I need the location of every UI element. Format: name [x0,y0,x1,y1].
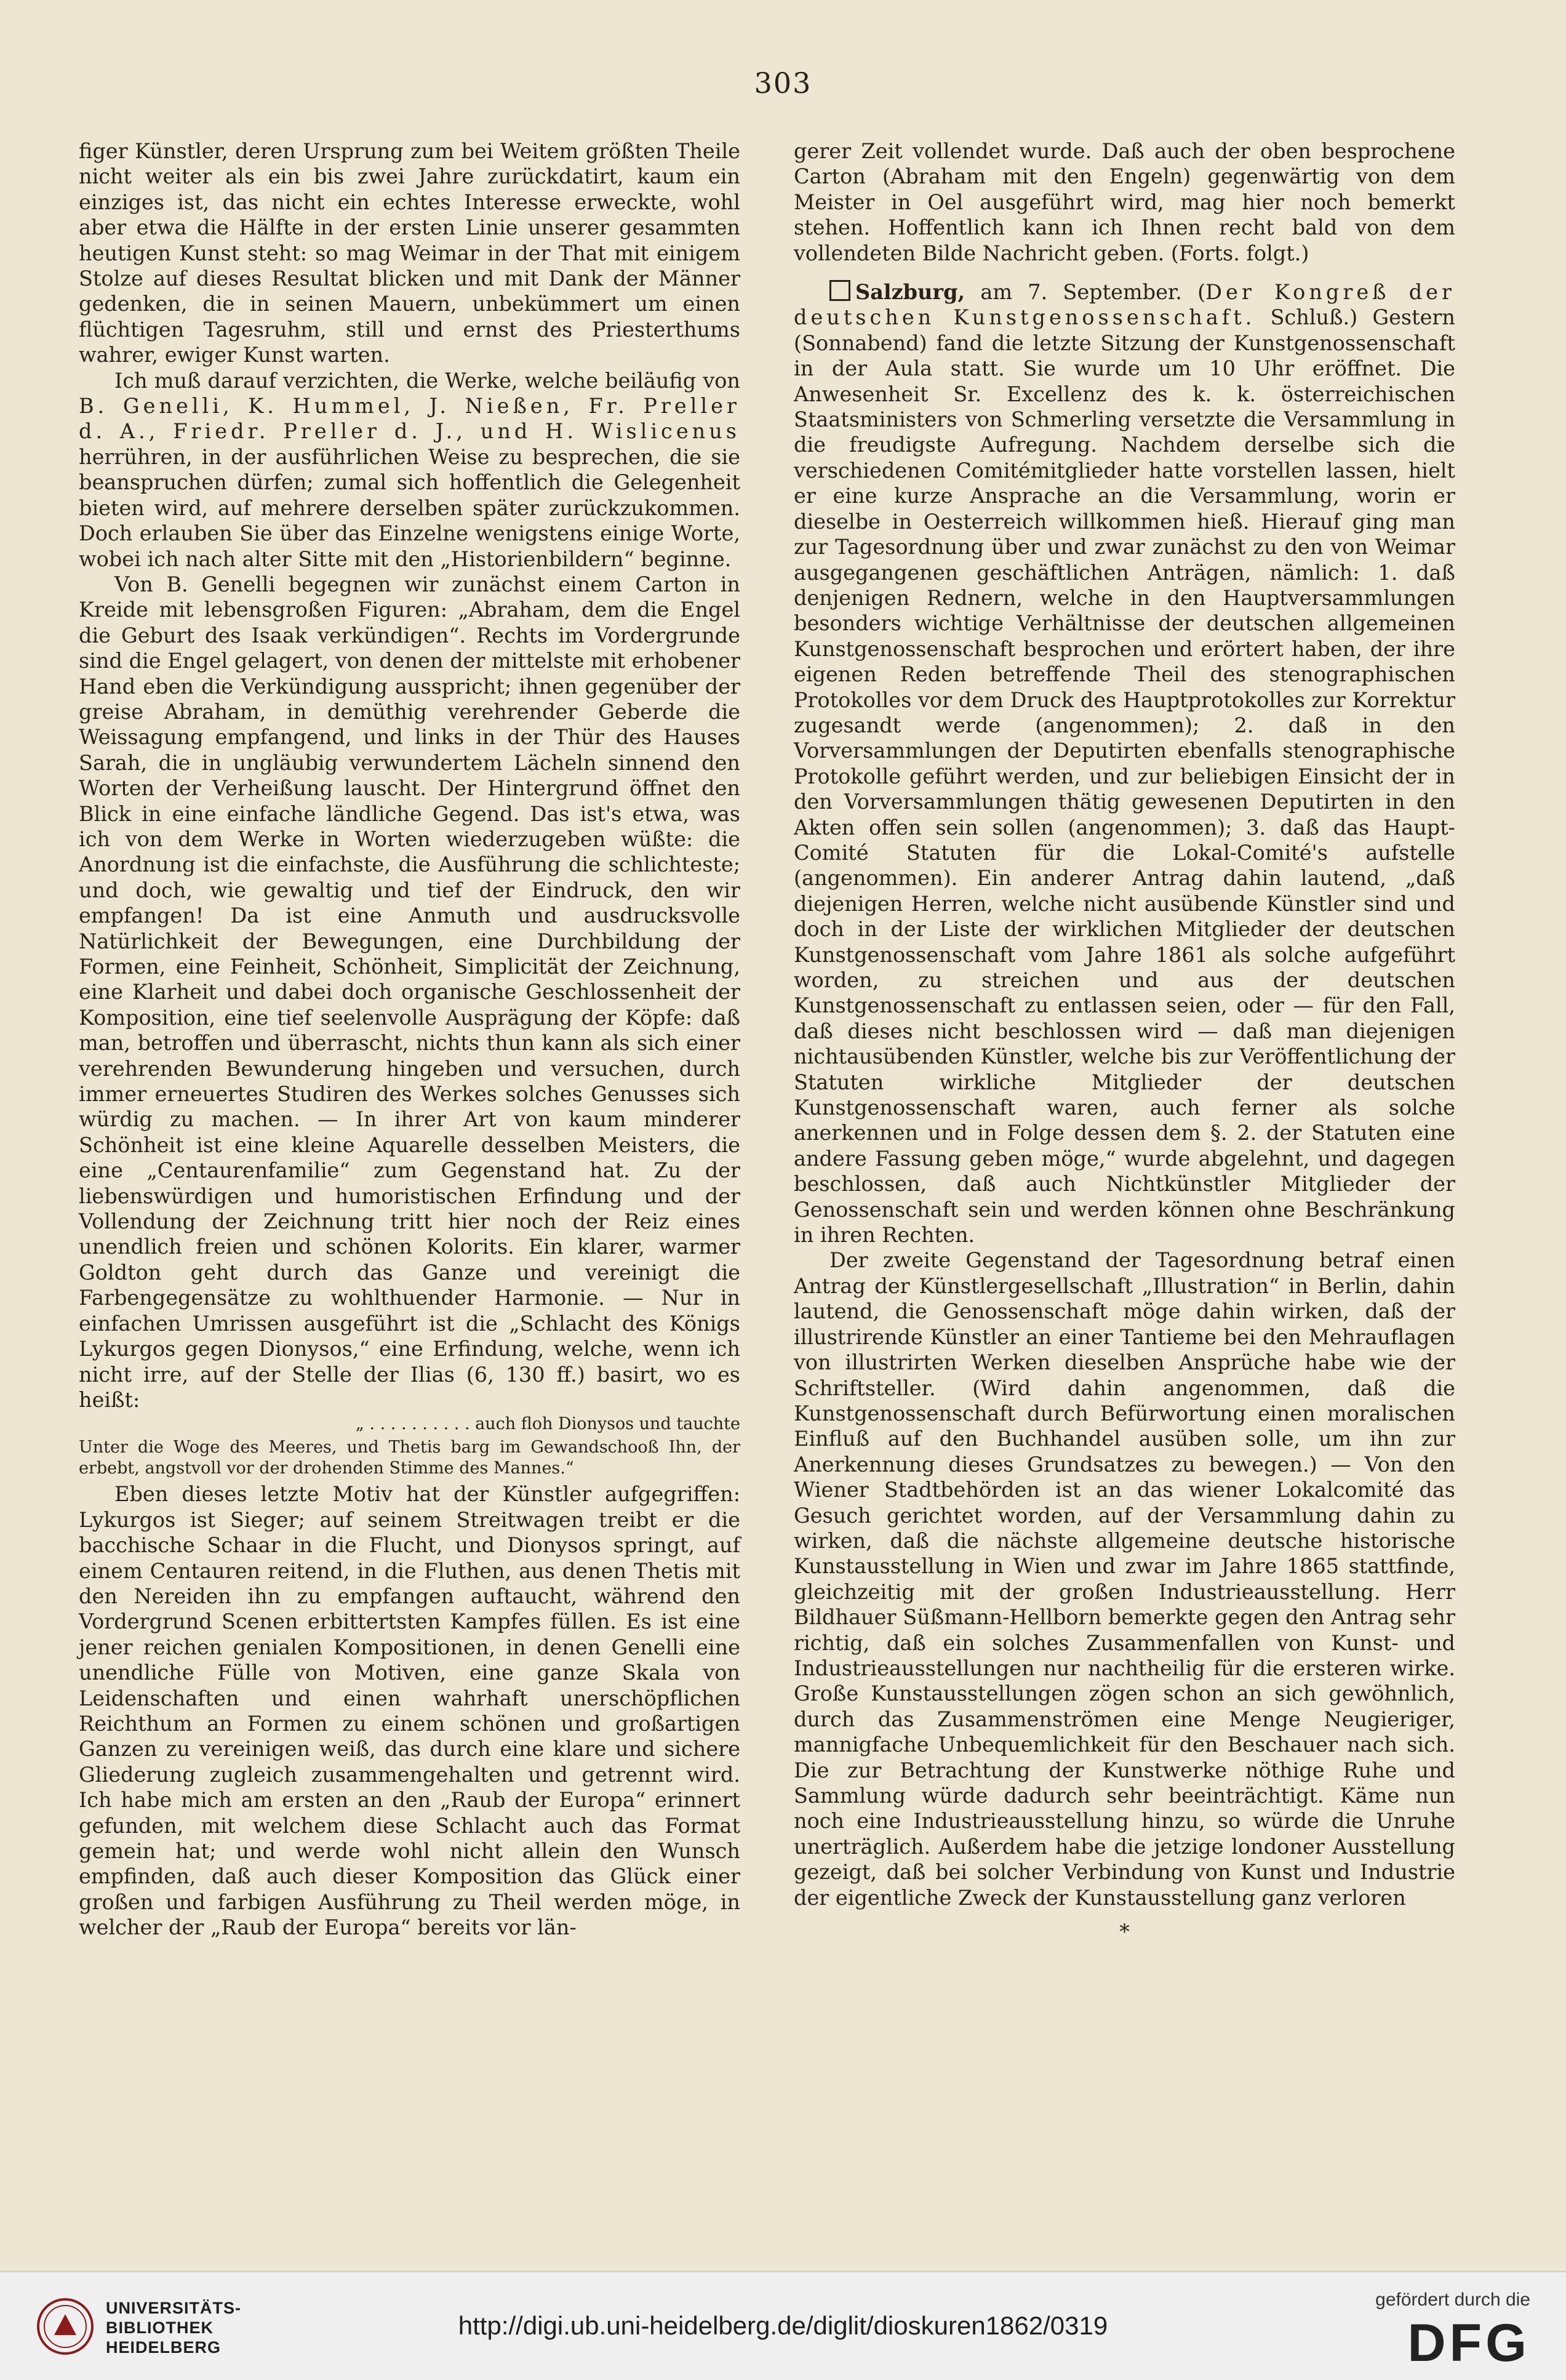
quote-line: „ . . . . . . . . . . auch floh Dionysos und tauchte [355,1414,740,1434]
quote-line: Unter die Woge des Meeres, und Thetis barg im Gewandschooß Ihn, der erbebt, angstvoll vor der drohenden Stimme des Mannes.“ [79,1438,740,1478]
dfg-logo: DFG [1407,2314,1530,2373]
dateline-place: Salzburg, [855,280,965,305]
paragraph [794,279,1455,1248]
text-run: herrühren, in der ausführlichen Weise zu besprechen, die sie beanspruchen dürfen; zumal sich hoffentlich die Gelegenheit bieten wird, auf mehrere derselben später zurückzukommen. Doch erlauben Sie über das Einzelne wenigstens einige Worte, wobei ich nach alter Sitte mit den „Historienbildern“ beginne. [79,444,740,571]
source-url-link[interactable]: http://digi.ub.uni-heidelberg.de/diglit/dioskuren1862/0319 [458,2311,1108,2340]
box-marker-icon [829,280,850,301]
footnote-star: * [1119,1920,1130,1944]
university-name-line: HEIDELBERG [106,2338,222,2357]
right-column [794,138,1455,1944]
footer-bar [0,2271,1566,2380]
university-name-line: BIBLIOTHEK [106,2318,214,2337]
dateline-date: am 7. September. ( [965,280,1206,305]
artist-names: B. Genelli, K. Hummel, J. Nießen, Fr. Preller d. A., Friedr. Preller d. J., und H. Wislicenus [79,394,740,444]
text-run: Schluß.) Gestern (Sonnabend) fand die letzte Sitzung der Kunstgenossenschaft in der Aula statt. Sie wurde um 10 Uhr eröffnet. Die Anwesenheit Sr. Excellenz des k. k. österreichischen Staatsministers von Schmerling versetzte die Versammlung in die freudigste Aufregung. Nachdem derselbe sich die verschiedenen Comitémitglieder hatte vorstellen lassen, hielt er eine kurze Ansprache an die Versammlung, worin er dieselbe in Oesterreich willkommen hieß. Hierauf ging man zur Tagesordnung über und zwar zunächst zu den von Weimar ausgegangenen geschäftlichen Anträgen, nämlich: 1. daß denjenigen Rednern, welche in den Hauptversammlungen besonders wichtige Verhältnisse der deutschen allgemeinen Kunstgenossenschaft besprochen und erörtert haben, der ihre eigenen Reden betreffende Theil des stenographischen Protokolles vor dem Druck des Hauptprotokolles zur Korrektur zugesandt werde (angenommen); 2. daß in den Vorversammlungen der Deputirten ebenfalls stenographische Protokolle geführt werden, und zur beliebigen Einsicht der in den Vorversammlungen thätig gewesenen Deputirten in den Akten offen sein sollen (angenommen); 3. daß das Haupt-Comité Statuten für die Lokal-Comité's aufstelle (angenommen). Ein anderer Antrag dahin lautend, „daß diejenigen Herren, welche nicht ausübende Künstler sind und doch in der Liste der wirklichen Mitglieder der deutschen Kunstgenossenschaft vom Jahre 1861 als solche aufgeführt worden, zu streichen und aus der deutschen Kunstgenossenschaft zu entlassen seien, oder — für den Fall, daß dieses nicht beschlossen wird — daß man diejenigen nichtausübenden Künstler, welche bis zur Veröffentlichung der Statuten wirkliche Mitglieder der deutschen Kunstgenossenschaft waren, auch ferner als solche anerkennen und in Folge dessen dem §. 2. der Statuten eine andere Fassung geben möge,“ wurde abgelehnt, und dagegen beschlossen, daß auch Nichtkünstler Mitglieder der Genossenschaft sein und werden können ohne Beschränkung in ihren Rechten. [794,305,1456,1248]
paragraph: Eben dieses letzte Motiv hat der Künstler aufgegriffen: Lykurgos ist Sieger; auf seinem Streitwagen treibt er die bacchische Schaar in die Flucht, und Dionysos springt, auf einem Centauren reitend, in die Fluthen, aus denen Thetis mit den Nereiden ihn zu empfangen auftaucht, während den Vordergrund Scenen erbittertsten Kampfes füllen. Es ist eine jener reichen genialen Kompositionen, in denen Genelli eine unendliche Fülle von Motiven, eine ganze Skala von Leidenschaften und einen wahrhaft unerschöpflichen Reichthum an Formen zu einem schönen und großartigen Ganzen zu vereinigen weiß, das durch eine klare und sichere Gliederung zugleich zusammengehalten und getrennt wird. Ich habe mich am ersten an den „Raub der Europa“ erinnert gefunden, mit welchem diese Schlacht auch das Format gemein hat; und werde wohl nicht allein den Wunsch empfinden, daß auch dieser Komposition das Glück einer großen und farbigen Ausführung zu Theil werden möge, in welcher der „Raub der Europa“ bereits vor län- [79,1482,740,1940]
paragraph: gerer Zeit vollendet wurde. Daß auch der oben besprochene Carton (Abraham mit den Engeln) gegenwärtig von dem Meister in Oel ausgeführt wird, mag hier noch bemerkt stehen. Hoffentlich kann ich Ihnen recht bald von dem vollendeten Bilde Nachricht geben. (Forts. folgt.) [794,139,1455,265]
page-number: 303 [754,66,812,100]
paragraph: Von B. Genelli begegnen wir zunächst einem Carton in Kreide mit lebensgroßen Figuren: „Abraham, dem die Engel die Geburt des Isaak verkündigen“. Rechts im Vordergrunde sind die Engel gelagert, von denen der mittelste mit erhobener Hand eben die Verkündigung ausspricht; ihnen gegenüber der greise Abraham, in demüthig verehrender Geberde die Weissagung empfangend, und links in der Thür des Hauses Sarah, die in ungläubig verwundertem Lächeln sinnend den Worten der Verheißung lauscht. Der Hintergrund öffnet den Blick in eine einfache ländliche Gegend. Das ist's etwa, was ich von dem Werke in Worten wiederzugeben wüßte: die Anordnung ist die einfachste, die Ausführung die schlichteste; und doch, wie gewaltig und tief der Eindruck, den wir empfangen! Da ist eine Anmuth und ausdrucksvolle Natürlichkeit der Bewegungen, eine Durchbildung der Formen, eine Feinheit, Schönheit, Simplicität der Zeichnung, eine Klarheit und dabei doch organische Geschlossenheit der Komposition, eine tief seelenvolle Ausprägung der Köpfe: daß man, betroffen und überrascht, nichts thun kann als sich einer verehrenden Bewunderung hingeben und versuchen, durch immer erneuertes Studiren des Werkes solches Genusses sich würdig zu machen. — In ihrer Art von kaum minderer Schönheit ist eine kleine Aquarelle desselben Meisters, die eine „Centaurenfamilie“ zum Gegenstand hat. Zu der liebenswürdigen und humoristischen Erfindung und der Vollendung der Zeichnung tritt hier noch der Reiz eines unendlich freien und schönen Kolorits. Ein klarer, warmer Goldton geht durch das Ganze und vereinigt die Farbengegensätze zu wohlthuender Harmonie. — Nur in einfachen Umrissen ausgeführt ist die „Schlacht des Königs Lykurgos gegen Dionysos,“ eine Erfindung, welche, wenn ich nicht irre, auf der Stelle der Ilias (6, 130 ff.) basirt, wo es heißt: [79,572,740,1412]
paragraph [79,368,740,572]
paragraph: figer Künstler, deren Ursprung zum bei Weitem größten Theile nicht weiter als ein bis zwei Jahre zurückdatirt, kaum ein einziges ist, das nicht ein echtes Interesse erweckte, wohl aber etwa die Hälfte in der ersten Linie unserer gesammten heutigen Kunst steht: so mag Weimar in der That mit einigem Stolze auf dieses Resultat blicken und mit Dank der Männer gedenken, die in seinen Mauern, unbekümmert um einen flüchtigen Tagesruhm, still und ernst des Priesterthums wahrer, ewiger Kunst warten. [79,139,740,367]
funded-by-text: gefördert durch die [1375,2290,1530,2310]
text-run: Ich muß darauf verzichten, die Werke, welche beiläufig von [114,368,740,393]
paragraph: Der zweite Gegenstand der Tagesordnung betraf einen Antrag der Künstlergesellschaft „Illustration“ in Berlin, dahin lautend, die Genossenschaft möge dahin wirken, daß der illustrirende Künstler an einer Tantieme bei den Mehrauflagen von illustrirten Werken dieselben Ansprüche habe wie der Schriftsteller. (Wird dahin angenommen, daß die Kunstgenossenschaft durch Befürwortung einen moralischen Einfluß auf den Buchhandel ausüben solle, um ihn zur Anerkennung dieses Grundsatzes zu bewegen.) — Von den Wiener Stadtbehörden ist an das wiener Lokalcomité das Gesuch gerichtet worden, auf der Versammlung dahin zu wirken, daß die nächste allgemeine deutsche historische Kunstausstellung in Wien und zwar im Jahre 1865 stattfinde, gleichzeitig mit der großen Industrieausstellung. Herr Bildhauer Süßmann-Hellborn bemerkte gegen den Antrag sehr richtig, daß ein solches Zusammenfallen von Kunst- und Industrieausstellungen nur nachtheilig für die ersteren wirke. Große Kunstausstellungen zögen schon an sich gewöhnlich, durch das Zusammenströmen eine Menge Neugieriger, mannigfache Unbequemlichkeit für den Beschauer nach sich. Die zur Betrachtung der Kunstwerke nöthige Ruhe und Sammlung würde dadurch sehr beeinträchtigt. Käme nun noch eine Industrieausstellung hinzu, so würde die Unruhe unerträglich. Außerdem habe die jetzige londoner Ausstellung gezeigt, daß bei solcher Verbindung von Kunst und Industrie der eigentliche Zweck der Kunstausstellung ganz verloren [794,1248,1455,1910]
article-title: Der Kongreß der deutschen Kunstgenossenschaft. [794,280,1456,330]
university-name-line: UNIVERSITÄTS- [106,2299,242,2317]
left-column [79,138,740,1941]
